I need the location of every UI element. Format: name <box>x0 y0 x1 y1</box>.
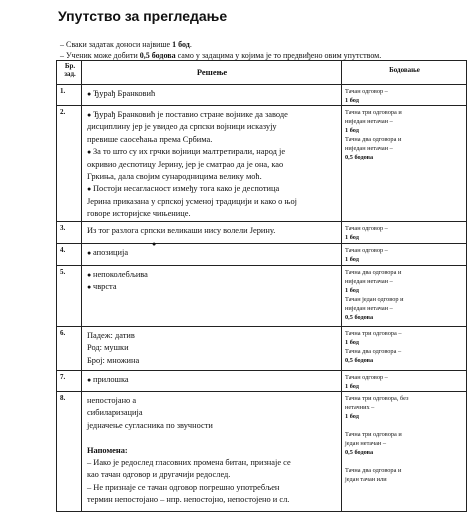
points-value: 0,5 бодова <box>345 449 374 456</box>
solution-cell <box>82 106 342 222</box>
solution-cell <box>82 392 342 512</box>
scoring-cell <box>342 244 467 266</box>
solution-line: Падеж: датив <box>87 331 135 340</box>
solution-line: – Иако је редослед гласовних промена битан, признаје се <box>87 458 291 468</box>
header-scoring: Бодовање <box>342 61 467 85</box>
scoring-line: Тачна два одговора и <box>345 467 402 474</box>
solution-cell <box>82 327 342 371</box>
note-text: . <box>189 40 192 49</box>
solution-line: Из тог разлога српски великаши нису волели Јерину. <box>87 226 276 235</box>
table-header-row <box>57 61 467 85</box>
task-number: 3. <box>57 222 82 244</box>
scoring-line: Тачна три одговора – <box>345 330 402 337</box>
scoring-cell <box>342 85 467 106</box>
points-value: 1 бод <box>345 383 359 390</box>
note-text: – Ученик може добити <box>60 51 140 60</box>
solution-line: Род: мушки <box>87 343 129 353</box>
solution-bullet-item: ● Постоји несагласност између тога како је деспотица <box>87 183 337 195</box>
note-line <box>60 40 192 49</box>
solution-line: Број: множина <box>87 355 140 365</box>
scoring-line <box>345 421 464 430</box>
scoring-line: Тачна два одговора и <box>345 136 402 143</box>
solution-bullet-item: ● непоколебљива <box>87 269 337 281</box>
task-number: 6. <box>57 327 82 371</box>
header-solution: Решење <box>82 61 342 85</box>
scoring-line: један нетачан – <box>345 440 386 447</box>
points-value: 1 бод <box>345 287 359 294</box>
scoring-line: Тачна два одговора и <box>345 269 402 276</box>
scoring-cell <box>342 327 467 371</box>
table-row <box>57 85 467 106</box>
task-number: 7. <box>57 371 82 392</box>
points-value: 1 бод <box>345 234 359 241</box>
solution-bullet-item: ● чврста <box>87 281 337 293</box>
table-row <box>57 327 467 371</box>
points-value: 1 бод <box>345 256 359 263</box>
task-number: 5. <box>57 266 82 327</box>
scoring-line: ниједан нетачан – <box>345 118 393 125</box>
solution-bullet-item: ● прилошка <box>87 374 337 386</box>
solution-bullet-item: ● За то што су их грчки војници малтретирали, народ је <box>87 146 337 158</box>
table-row <box>57 392 467 512</box>
scoring-line: један тачан или <box>345 476 387 483</box>
scoring-cell <box>342 371 467 392</box>
points-value: 1 бод <box>345 413 359 420</box>
table-row <box>57 244 467 266</box>
scoring-cell <box>342 106 467 222</box>
task-number: 1. <box>57 85 82 106</box>
points-value: 0,5 бодова <box>345 357 374 364</box>
scoring-line: Тачан одговор – <box>345 225 388 232</box>
scoring-line: ниједан нетачан – <box>345 305 393 312</box>
solution-cell <box>82 266 342 327</box>
scoring-line: Тачна три одговора и <box>345 431 402 438</box>
solution-cell <box>82 244 342 266</box>
scoring-line: Тачна три одговора и <box>345 109 402 116</box>
table-body <box>57 85 467 512</box>
points-value: 1 бод <box>345 127 359 134</box>
solution-line: као тачан одговор и другачији редослед. <box>87 470 231 480</box>
scoring-line <box>345 457 464 466</box>
scoring-line: нетачних – <box>345 404 375 411</box>
solution-line: термин непостојано – нпр. непостојно, непостојено и сл. <box>87 495 290 505</box>
stray-bullet-icon: ● <box>152 240 157 248</box>
scoring-line: ниједан нетачан – <box>345 145 393 152</box>
note-line <box>60 51 381 60</box>
solution-line <box>87 432 337 444</box>
scoring-line: Тачна три одговора, без <box>345 395 409 402</box>
task-number: 8. <box>57 392 82 512</box>
points-value: 0,5 бодова <box>345 314 374 321</box>
table-row <box>57 266 467 327</box>
scoring-cell <box>342 266 467 327</box>
table-row <box>57 371 467 392</box>
solution-bullet-item: ● апозиција <box>87 247 337 259</box>
solution-line: дисциплину јер је увидео да српски војници исказују <box>87 122 277 132</box>
points-value: 1 бод <box>345 97 359 104</box>
scoring-line: Тачан одговор – <box>345 247 388 254</box>
solution-line: једначење сугласника по звучности <box>87 420 213 430</box>
solution-cell <box>82 371 342 392</box>
solution-line: Гркиња, дала својим сународницима велику моћ. <box>87 172 262 182</box>
task-number: 2. <box>57 106 82 222</box>
solution-line: Напомена: <box>87 445 128 455</box>
solution-cell <box>82 85 342 106</box>
scoring-cell <box>342 222 467 244</box>
solution-line: сибиларизација <box>87 408 143 418</box>
scoring-line: Тачан одговор – <box>345 374 388 381</box>
solution-line: окривио деспотицу Јерину, јер је сматрао да је она, као <box>87 159 284 169</box>
scoring-line: Тачан један одговор и <box>345 296 404 303</box>
note-text: само у задацима у којима је то предвиђено овим упутством. <box>175 51 382 60</box>
scoring-line: Тачан одговор – <box>345 88 388 95</box>
solution-line: – Не признаје се тачан одговор погрешно употребљен <box>87 482 280 492</box>
scoring-cell <box>342 392 467 512</box>
solution-bullet-item: ● Ђурађ Бранковић је поставио стране војнике да заводе <box>87 109 337 121</box>
table-row <box>57 222 467 244</box>
scoring-table <box>56 60 467 512</box>
page-title: Упутство за прегледање <box>58 8 228 24</box>
solution-line: говоре историјске чињенице. <box>87 209 191 219</box>
points-value: 1 бод <box>345 339 359 346</box>
solution-line: Јерина приказана у српској усменој традицији и како о њој <box>87 196 298 206</box>
solution-cell <box>82 222 342 244</box>
scoring-line: ниједан нетачан – <box>345 278 393 285</box>
solution-line: превише саосећања према Србима. <box>87 134 213 144</box>
solution-bullet-item: ● Ђурађ Бранковић <box>87 88 337 100</box>
note-bold: 1 бод <box>172 40 190 49</box>
points-value: 0,5 бодова <box>345 154 374 161</box>
note-bold: 0,5 бодова <box>139 51 176 60</box>
header-num: Бр. зад. <box>57 61 82 85</box>
task-number: 4. <box>57 244 82 266</box>
table-row <box>57 106 467 222</box>
scoring-line: Тачна два одговора – <box>345 348 402 355</box>
note-text: – Сваки задатак доноси највише <box>60 40 173 49</box>
solution-line: непостојано а <box>87 396 137 405</box>
